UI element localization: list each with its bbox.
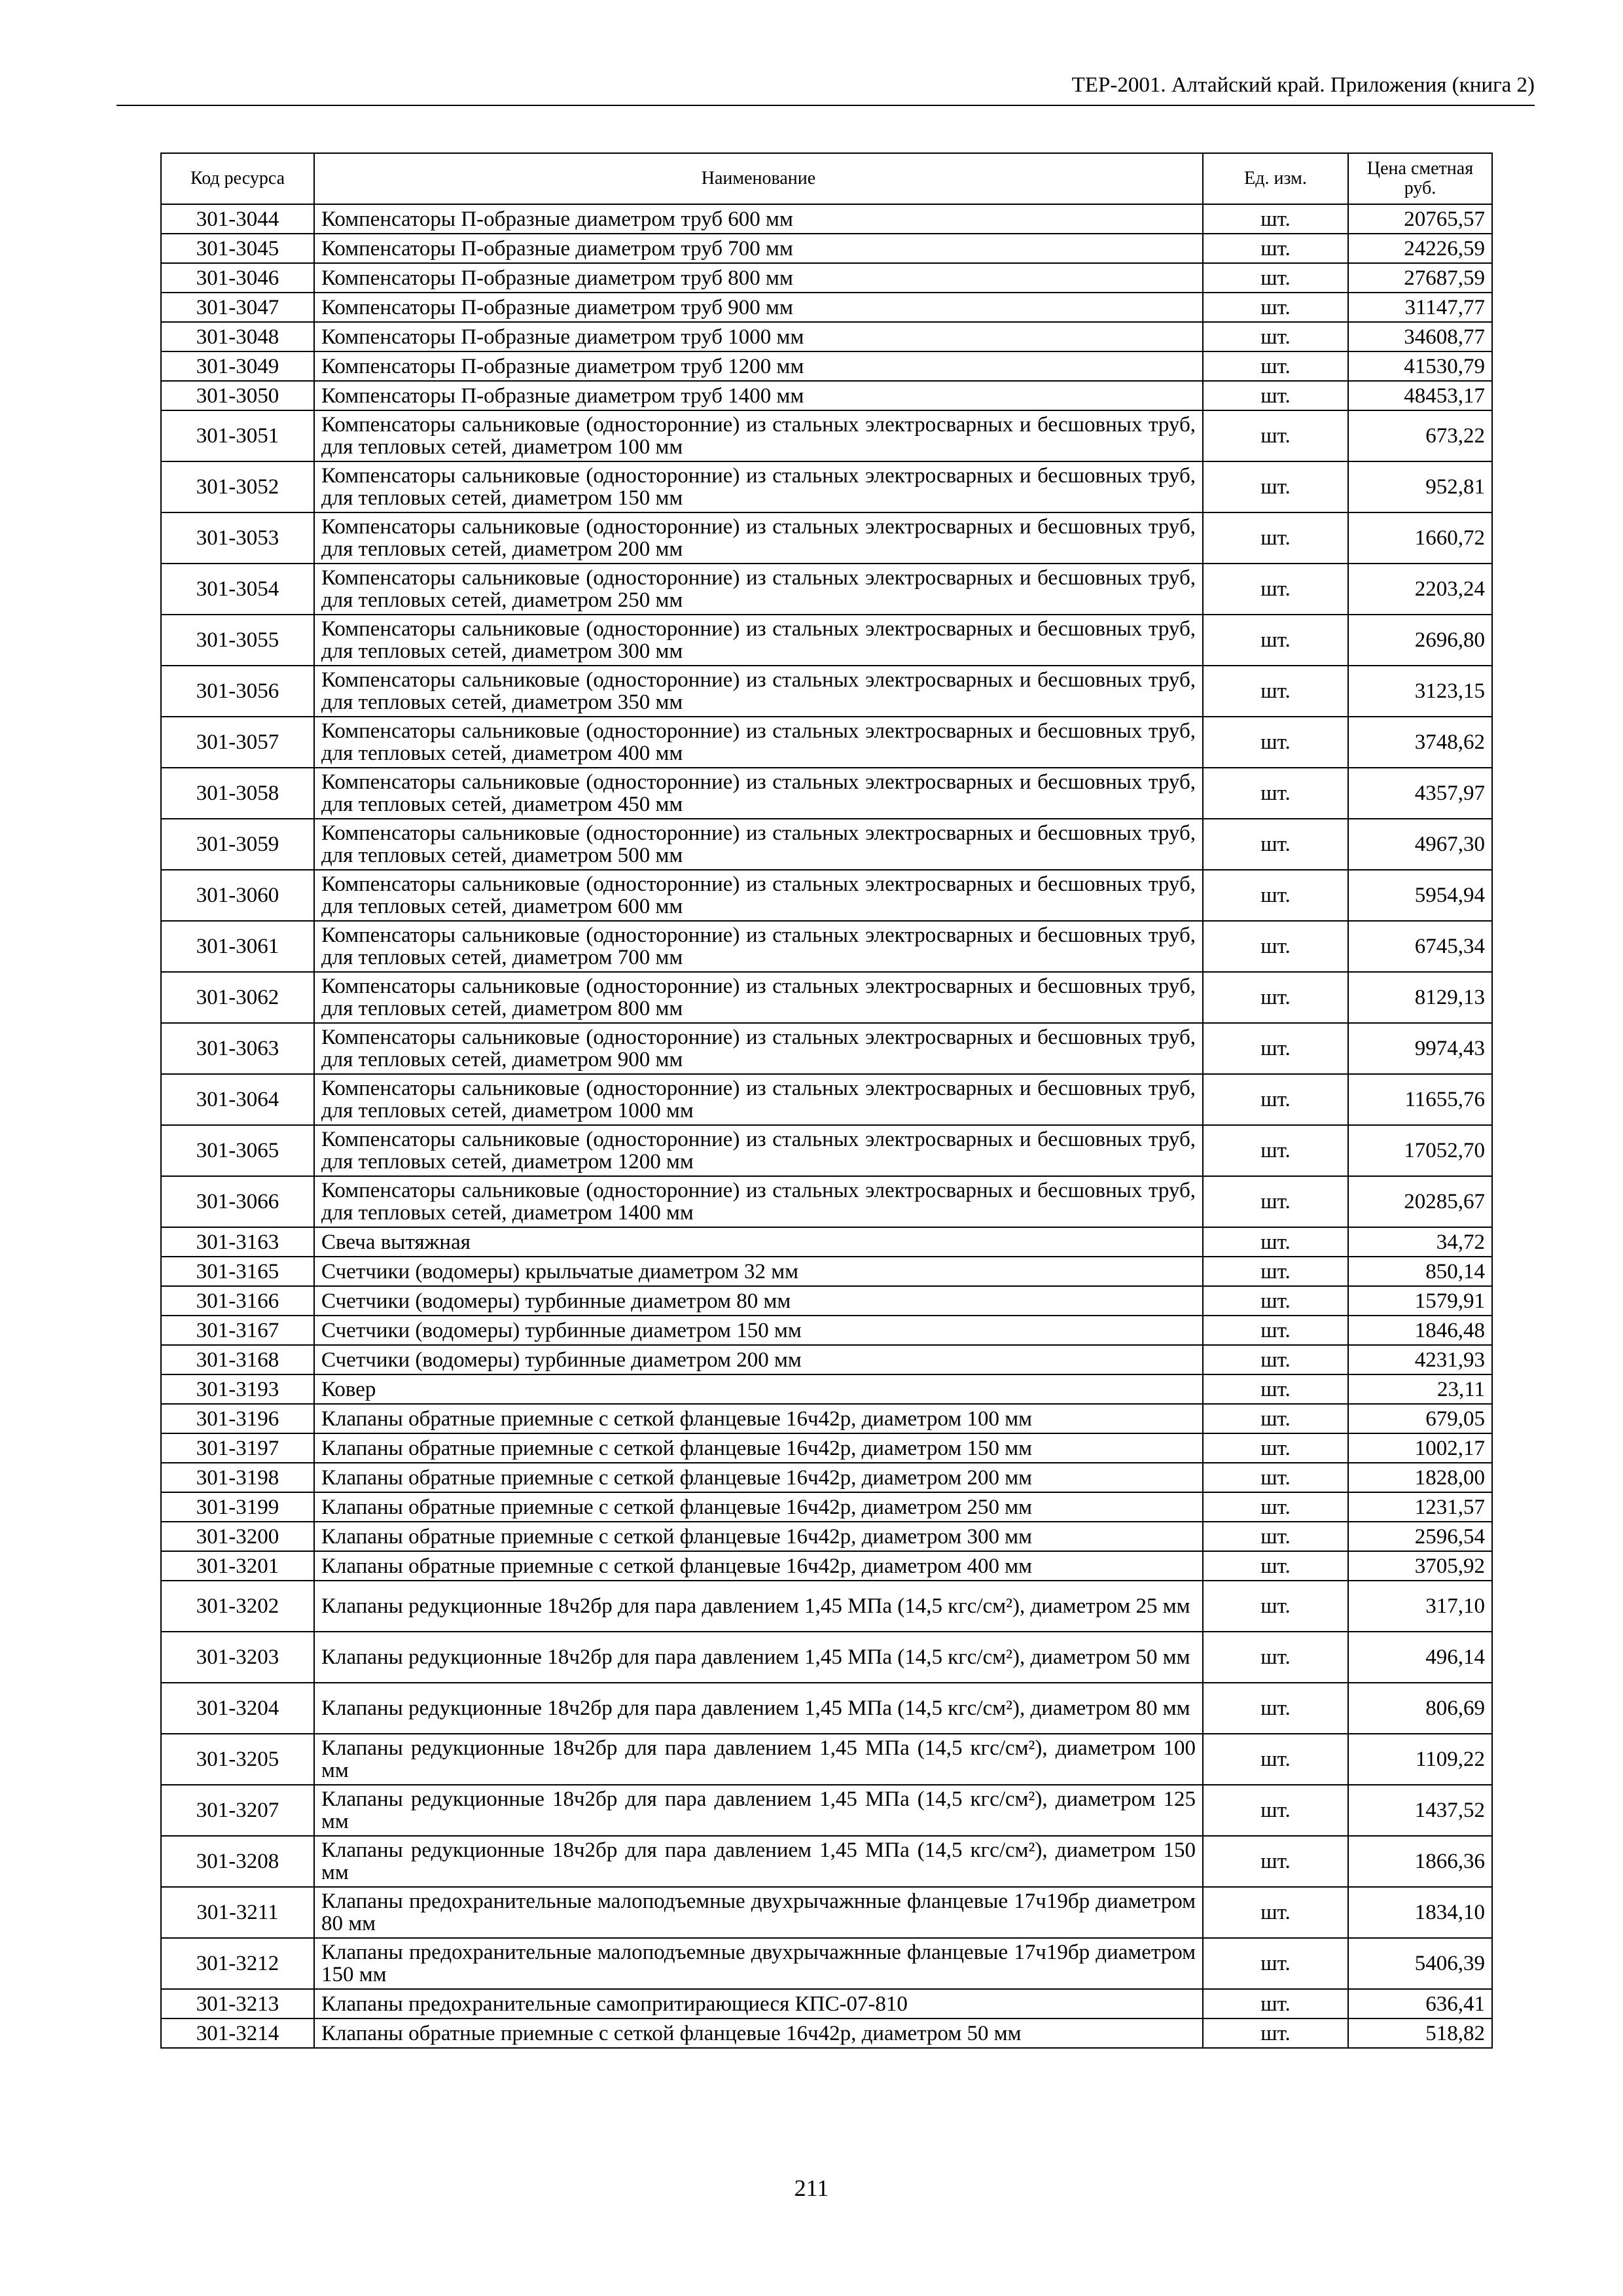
resource-name-cell: Клапаны редукционные 18ч2бр для пара давлением 1,45 МПа (14,5 кгс/см²), диаметром 80 мм [314, 1683, 1203, 1734]
table-row [161, 819, 1492, 870]
resource-name-cell: Компенсаторы сальниковые (односторонние) из стальных электросварных и бесшовных труб, для тепловых сетей, диаметром 900 мм [314, 1023, 1203, 1074]
resource-code-cell: 301-3065 [161, 1125, 314, 1176]
price-cell: 6745,34 [1348, 921, 1492, 972]
resource-name-cell: Компенсаторы П-образные диаметром труб 1000 мм [314, 322, 1203, 351]
resource-name-cell: Клапаны обратные приемные с сеткой фланцевые 16ч42р, диаметром 400 мм [314, 1551, 1203, 1581]
price-cell: 48453,17 [1348, 381, 1492, 410]
resource-code-cell: 301-3203 [161, 1632, 314, 1683]
resource-code-cell: 301-3050 [161, 381, 314, 410]
resource-name-cell: Клапаны редукционные 18ч2бр для пара давлением 1,45 МПа (14,5 кгс/см²), диаметром 25 мм [314, 1581, 1203, 1632]
resource-code-cell: 301-3163 [161, 1227, 314, 1257]
unit-cell: шт. [1203, 972, 1348, 1023]
unit-cell: шт. [1203, 351, 1348, 381]
unit-cell: шт. [1203, 512, 1348, 564]
resource-name-cell: Клапаны редукционные 18ч2бр для пара давлением 1,45 МПа (14,5 кгс/см²), диаметром 125 мм [314, 1785, 1203, 1836]
table-row [161, 1492, 1492, 1522]
resource-name-cell: Счетчики (водомеры) крыльчатые диаметром 32 мм [314, 1257, 1203, 1286]
resource-code-cell: 301-3213 [161, 1989, 314, 2018]
unit-cell: шт. [1203, 1989, 1348, 2018]
resource-name-cell: Клапаны обратные приемные с сеткой фланцевые 16ч42р, диаметром 150 мм [314, 1433, 1203, 1463]
table-row [161, 717, 1492, 768]
resource-name-cell: Компенсаторы П-образные диаметром труб 600 мм [314, 204, 1203, 234]
resource-code-cell: 301-3212 [161, 1938, 314, 1989]
table-row [161, 1522, 1492, 1551]
price-cell: 1866,36 [1348, 1836, 1492, 1887]
resource-code-cell: 301-3066 [161, 1176, 314, 1227]
resource-name-cell: Ковер [314, 1374, 1203, 1404]
table-row [161, 234, 1492, 263]
column-header-name: Наименование [314, 153, 1203, 204]
resource-name-cell: Клапаны обратные приемные с сеткой фланцевые 16ч42р, диаметром 250 мм [314, 1492, 1203, 1522]
resource-code-cell: 301-3060 [161, 870, 314, 921]
resource-code-cell: 301-3063 [161, 1023, 314, 1074]
resource-code-cell: 301-3202 [161, 1581, 314, 1632]
table-row [161, 263, 1492, 293]
resource-name-cell: Компенсаторы сальниковые (односторонние) из стальных электросварных и бесшовных труб, для тепловых сетей, диаметром 200 мм [314, 512, 1203, 564]
unit-cell: шт. [1203, 263, 1348, 293]
table-row [161, 1734, 1492, 1785]
unit-cell: шт. [1203, 293, 1348, 322]
resource-code-cell: 301-3208 [161, 1836, 314, 1887]
resource-code-cell: 301-3059 [161, 819, 314, 870]
price-cell: 1828,00 [1348, 1463, 1492, 1492]
table-row [161, 293, 1492, 322]
resource-name-cell: Компенсаторы П-образные диаметром труб 800 мм [314, 263, 1203, 293]
resource-name-cell: Компенсаторы сальниковые (односторонние) из стальных электросварных и бесшовных труб, для тепловых сетей, диаметром 300 мм [314, 615, 1203, 666]
resource-code-cell: 301-3200 [161, 1522, 314, 1551]
price-cell: 34608,77 [1348, 322, 1492, 351]
resource-code-cell: 301-3193 [161, 1374, 314, 1404]
resource-name-cell: Компенсаторы сальниковые (односторонние) из стальных электросварных и бесшовных труб, для тепловых сетей, диаметром 1400 мм [314, 1176, 1203, 1227]
unit-cell: шт. [1203, 461, 1348, 512]
table-row [161, 1551, 1492, 1581]
price-cell: 1002,17 [1348, 1433, 1492, 1463]
unit-cell: шт. [1203, 1316, 1348, 1345]
unit-cell: шт. [1203, 1374, 1348, 1404]
unit-cell: шт. [1203, 666, 1348, 717]
table-row [161, 564, 1492, 615]
resource-code-cell: 301-3057 [161, 717, 314, 768]
price-cell: 3748,62 [1348, 717, 1492, 768]
price-cell: 1231,57 [1348, 1492, 1492, 1522]
unit-cell: шт. [1203, 1581, 1348, 1632]
resource-code-cell: 301-3052 [161, 461, 314, 512]
resource-code-cell: 301-3046 [161, 263, 314, 293]
resource-code-cell: 301-3062 [161, 972, 314, 1023]
price-cell: 1437,52 [1348, 1785, 1492, 1836]
resource-code-cell: 301-3049 [161, 351, 314, 381]
table-row [161, 1074, 1492, 1125]
header-divider [116, 105, 1535, 106]
resource-name-cell: Компенсаторы сальниковые (односторонние) из стальных электросварных и бесшовных труб, для тепловых сетей, диаметром 100 мм [314, 410, 1203, 461]
resource-code-cell: 301-3167 [161, 1316, 314, 1345]
unit-cell: шт. [1203, 381, 1348, 410]
table-row [161, 615, 1492, 666]
resource-code-cell: 301-3055 [161, 615, 314, 666]
column-header-price: Цена сметная руб. [1348, 153, 1492, 204]
resource-code-cell: 301-3054 [161, 564, 314, 615]
price-cell: 5954,94 [1348, 870, 1492, 921]
resource-code-cell: 301-3053 [161, 512, 314, 564]
price-cell: 636,41 [1348, 1989, 1492, 2018]
price-cell: 17052,70 [1348, 1125, 1492, 1176]
table-row [161, 1316, 1492, 1345]
unit-cell: шт. [1203, 819, 1348, 870]
table-row [161, 921, 1492, 972]
unit-cell: шт. [1203, 615, 1348, 666]
price-cell: 806,69 [1348, 1683, 1492, 1734]
resource-name-cell: Счетчики (водомеры) турбинные диаметром 150 мм [314, 1316, 1203, 1345]
price-cell: 11655,76 [1348, 1074, 1492, 1125]
resource-name-cell: Счетчики (водомеры) турбинные диаметром 200 мм [314, 1345, 1203, 1374]
table-row [161, 1257, 1492, 1286]
resource-price-table [160, 152, 1493, 2049]
table-row [161, 1345, 1492, 1374]
unit-cell: шт. [1203, 1125, 1348, 1176]
table-row [161, 322, 1492, 351]
resource-code-cell: 301-3204 [161, 1683, 314, 1734]
price-cell: 518,82 [1348, 2018, 1492, 2048]
price-cell: 2696,80 [1348, 615, 1492, 666]
price-cell: 41530,79 [1348, 351, 1492, 381]
unit-cell: шт. [1203, 717, 1348, 768]
table-row [161, 1989, 1492, 2018]
unit-cell: шт. [1203, 564, 1348, 615]
resource-name-cell: Клапаны редукционные 18ч2бр для пара давлением 1,45 МПа (14,5 кгс/см²), диаметром 100 мм [314, 1734, 1203, 1785]
price-cell: 673,22 [1348, 410, 1492, 461]
table-row [161, 1785, 1492, 1836]
resource-name-cell: Клапаны обратные приемные с сеткой фланцевые 16ч42р, диаметром 200 мм [314, 1463, 1203, 1492]
price-cell: 2596,54 [1348, 1522, 1492, 1551]
resource-name-cell: Компенсаторы П-образные диаметром труб 700 мм [314, 234, 1203, 263]
price-cell: 3705,92 [1348, 1551, 1492, 1581]
resource-name-cell: Компенсаторы сальниковые (односторонние) из стальных электросварных и бесшовных труб, для тепловых сетей, диаметром 450 мм [314, 768, 1203, 819]
price-cell: 1834,10 [1348, 1887, 1492, 1938]
resource-code-cell: 301-3214 [161, 2018, 314, 2048]
price-cell: 4357,97 [1348, 768, 1492, 819]
resource-name-cell: Компенсаторы сальниковые (односторонние) из стальных электросварных и бесшовных труб, для тепловых сетей, диаметром 150 мм [314, 461, 1203, 512]
resource-code-cell: 301-3197 [161, 1433, 314, 1463]
table-row [161, 461, 1492, 512]
unit-cell: шт. [1203, 870, 1348, 921]
price-cell: 34,72 [1348, 1227, 1492, 1257]
table-row [161, 972, 1492, 1023]
price-cell: 8129,13 [1348, 972, 1492, 1023]
resource-name-cell: Компенсаторы сальниковые (односторонние) из стальных электросварных и бесшовных труб, для тепловых сетей, диаметром 500 мм [314, 819, 1203, 870]
resource-name-cell: Компенсаторы сальниковые (односторонние) из стальных электросварных и бесшовных труб, для тепловых сетей, диаметром 800 мм [314, 972, 1203, 1023]
unit-cell: шт. [1203, 1463, 1348, 1492]
unit-cell: шт. [1203, 1938, 1348, 1989]
resource-code-cell: 301-3048 [161, 322, 314, 351]
table-row [161, 1836, 1492, 1887]
price-cell: 5406,39 [1348, 1938, 1492, 1989]
table-row [161, 1176, 1492, 1227]
table-row [161, 1374, 1492, 1404]
table-row [161, 1632, 1492, 1683]
unit-cell: шт. [1203, 768, 1348, 819]
resource-name-cell: Компенсаторы сальниковые (односторонние) из стальных электросварных и бесшовных труб, для тепловых сетей, диаметром 250 мм [314, 564, 1203, 615]
price-cell: 20765,57 [1348, 204, 1492, 234]
unit-cell: шт. [1203, 1074, 1348, 1125]
resource-code-cell: 301-3201 [161, 1551, 314, 1581]
price-cell: 27687,59 [1348, 263, 1492, 293]
unit-cell: шт. [1203, 1345, 1348, 1374]
running-header-title: ТЕР-2001. Алтайский край. Приложения (книга 2) [1071, 73, 1535, 97]
column-header-code: Код ресурса [161, 153, 314, 204]
unit-cell: шт. [1203, 1734, 1348, 1785]
price-cell: 496,14 [1348, 1632, 1492, 1683]
resource-name-cell: Клапаны предохранительные самопритирающиеся КПС-07-810 [314, 1989, 1203, 2018]
price-cell: 1846,48 [1348, 1316, 1492, 1345]
resource-name-cell: Клапаны предохранительные малоподъемные двухрычажнные фланцевые 17ч19бр диаметром 80 мм [314, 1887, 1203, 1938]
table-row [161, 666, 1492, 717]
resource-name-cell: Клапаны редукционные 18ч2бр для пара давлением 1,45 МПа (14,5 кгс/см²), диаметром 50 мм [314, 1632, 1203, 1683]
resource-code-cell: 301-3199 [161, 1492, 314, 1522]
price-cell: 1579,91 [1348, 1286, 1492, 1316]
table-row [161, 1404, 1492, 1433]
table-row [161, 1938, 1492, 1989]
unit-cell: шт. [1203, 921, 1348, 972]
price-cell: 4231,93 [1348, 1345, 1492, 1374]
resource-code-cell: 301-3196 [161, 1404, 314, 1433]
resource-code-cell: 301-3064 [161, 1074, 314, 1125]
table-row [161, 1286, 1492, 1316]
resource-code-cell: 301-3207 [161, 1785, 314, 1836]
resource-name-cell: Клапаны обратные приемные с сеткой фланцевые 16ч42р, диаметром 50 мм [314, 2018, 1203, 2048]
unit-cell: шт. [1203, 1404, 1348, 1433]
unit-cell: шт. [1203, 1257, 1348, 1286]
price-cell: 1109,22 [1348, 1734, 1492, 1785]
unit-cell: шт. [1203, 1836, 1348, 1887]
unit-cell: шт. [1203, 1522, 1348, 1551]
page-number: 211 [794, 2175, 829, 2201]
price-cell: 4967,30 [1348, 819, 1492, 870]
resource-name-cell: Компенсаторы П-образные диаметром труб 900 мм [314, 293, 1203, 322]
resource-name-cell: Клапаны редукционные 18ч2бр для пара давлением 1,45 МПа (14,5 кгс/см²), диаметром 150 мм [314, 1836, 1203, 1887]
resource-code-cell: 301-3205 [161, 1734, 314, 1785]
price-cell: 23,11 [1348, 1374, 1492, 1404]
table-row [161, 1463, 1492, 1492]
price-cell: 317,10 [1348, 1581, 1492, 1632]
resource-name-cell: Клапаны обратные приемные с сеткой фланцевые 16ч42р, диаметром 300 мм [314, 1522, 1203, 1551]
resource-code-cell: 301-3165 [161, 1257, 314, 1286]
unit-cell: шт. [1203, 2018, 1348, 2048]
price-cell: 3123,15 [1348, 666, 1492, 717]
unit-cell: шт. [1203, 322, 1348, 351]
resource-code-cell: 301-3045 [161, 234, 314, 263]
unit-cell: шт. [1203, 1023, 1348, 1074]
table-header-row [161, 153, 1492, 204]
unit-cell: шт. [1203, 410, 1348, 461]
resource-name-cell: Счетчики (водомеры) турбинные диаметром 80 мм [314, 1286, 1203, 1316]
table-row [161, 204, 1492, 234]
resource-name-cell: Свеча вытяжная [314, 1227, 1203, 1257]
resource-name-cell: Компенсаторы П-образные диаметром труб 1200 мм [314, 351, 1203, 381]
table-row [161, 351, 1492, 381]
unit-cell: шт. [1203, 1887, 1348, 1938]
table-row [161, 1125, 1492, 1176]
column-header-unit: Ед. изм. [1203, 153, 1348, 204]
price-cell: 2203,24 [1348, 564, 1492, 615]
price-cell: 952,81 [1348, 461, 1492, 512]
unit-cell: шт. [1203, 204, 1348, 234]
resource-code-cell: 301-3061 [161, 921, 314, 972]
resource-code-cell: 301-3044 [161, 204, 314, 234]
table-row [161, 1433, 1492, 1463]
price-cell: 24226,59 [1348, 234, 1492, 263]
resource-code-cell: 301-3051 [161, 410, 314, 461]
table-row [161, 1887, 1492, 1938]
resource-name-cell: Компенсаторы сальниковые (односторонние) из стальных электросварных и бесшовных труб, для тепловых сетей, диаметром 350 мм [314, 666, 1203, 717]
resource-code-cell: 301-3047 [161, 293, 314, 322]
price-cell: 1660,72 [1348, 512, 1492, 564]
table-row [161, 2018, 1492, 2048]
resource-code-cell: 301-3198 [161, 1463, 314, 1492]
table-row [161, 381, 1492, 410]
unit-cell: шт. [1203, 1492, 1348, 1522]
price-cell: 679,05 [1348, 1404, 1492, 1433]
table-row [161, 1023, 1492, 1074]
resource-code-cell: 301-3056 [161, 666, 314, 717]
table-row [161, 1581, 1492, 1632]
resource-code-cell: 301-3166 [161, 1286, 314, 1316]
table-row [161, 512, 1492, 564]
resource-name-cell: Компенсаторы сальниковые (односторонние) из стальных электросварных и бесшовных труб, для тепловых сетей, диаметром 1200 мм [314, 1125, 1203, 1176]
unit-cell: шт. [1203, 1551, 1348, 1581]
resource-code-cell: 301-3058 [161, 768, 314, 819]
table-row [161, 768, 1492, 819]
table-row [161, 1683, 1492, 1734]
unit-cell: шт. [1203, 1632, 1348, 1683]
price-cell: 850,14 [1348, 1257, 1492, 1286]
unit-cell: шт. [1203, 1785, 1348, 1836]
resource-code-cell: 301-3211 [161, 1887, 314, 1938]
resource-name-cell: Компенсаторы сальниковые (односторонние) из стальных электросварных и бесшовных труб, для тепловых сетей, диаметром 400 мм [314, 717, 1203, 768]
resource-name-cell: Компенсаторы сальниковые (односторонние) из стальных электросварных и бесшовных труб, для тепловых сетей, диаметром 1000 мм [314, 1074, 1203, 1125]
unit-cell: шт. [1203, 1176, 1348, 1227]
resource-name-cell: Клапаны обратные приемные с сеткой фланцевые 16ч42р, диаметром 100 мм [314, 1404, 1203, 1433]
table-row [161, 410, 1492, 461]
unit-cell: шт. [1203, 1683, 1348, 1734]
unit-cell: шт. [1203, 234, 1348, 263]
unit-cell: шт. [1203, 1433, 1348, 1463]
table-body [161, 204, 1492, 2048]
price-cell: 9974,43 [1348, 1023, 1492, 1074]
price-cell: 20285,67 [1348, 1176, 1492, 1227]
table-row [161, 870, 1492, 921]
resource-name-cell: Компенсаторы сальниковые (односторонние) из стальных электросварных и бесшовных труб, для тепловых сетей, диаметром 600 мм [314, 870, 1203, 921]
resource-name-cell: Компенсаторы П-образные диаметром труб 1400 мм [314, 381, 1203, 410]
resource-name-cell: Клапаны предохранительные малоподъемные двухрычажнные фланцевые 17ч19бр диаметром 150 мм [314, 1938, 1203, 1989]
resource-code-cell: 301-3168 [161, 1345, 314, 1374]
resource-name-cell: Компенсаторы сальниковые (односторонние) из стальных электросварных и бесшовных труб, для тепловых сетей, диаметром 700 мм [314, 921, 1203, 972]
unit-cell: шт. [1203, 1286, 1348, 1316]
price-cell: 31147,77 [1348, 293, 1492, 322]
unit-cell: шт. [1203, 1227, 1348, 1257]
table-row [161, 1227, 1492, 1257]
